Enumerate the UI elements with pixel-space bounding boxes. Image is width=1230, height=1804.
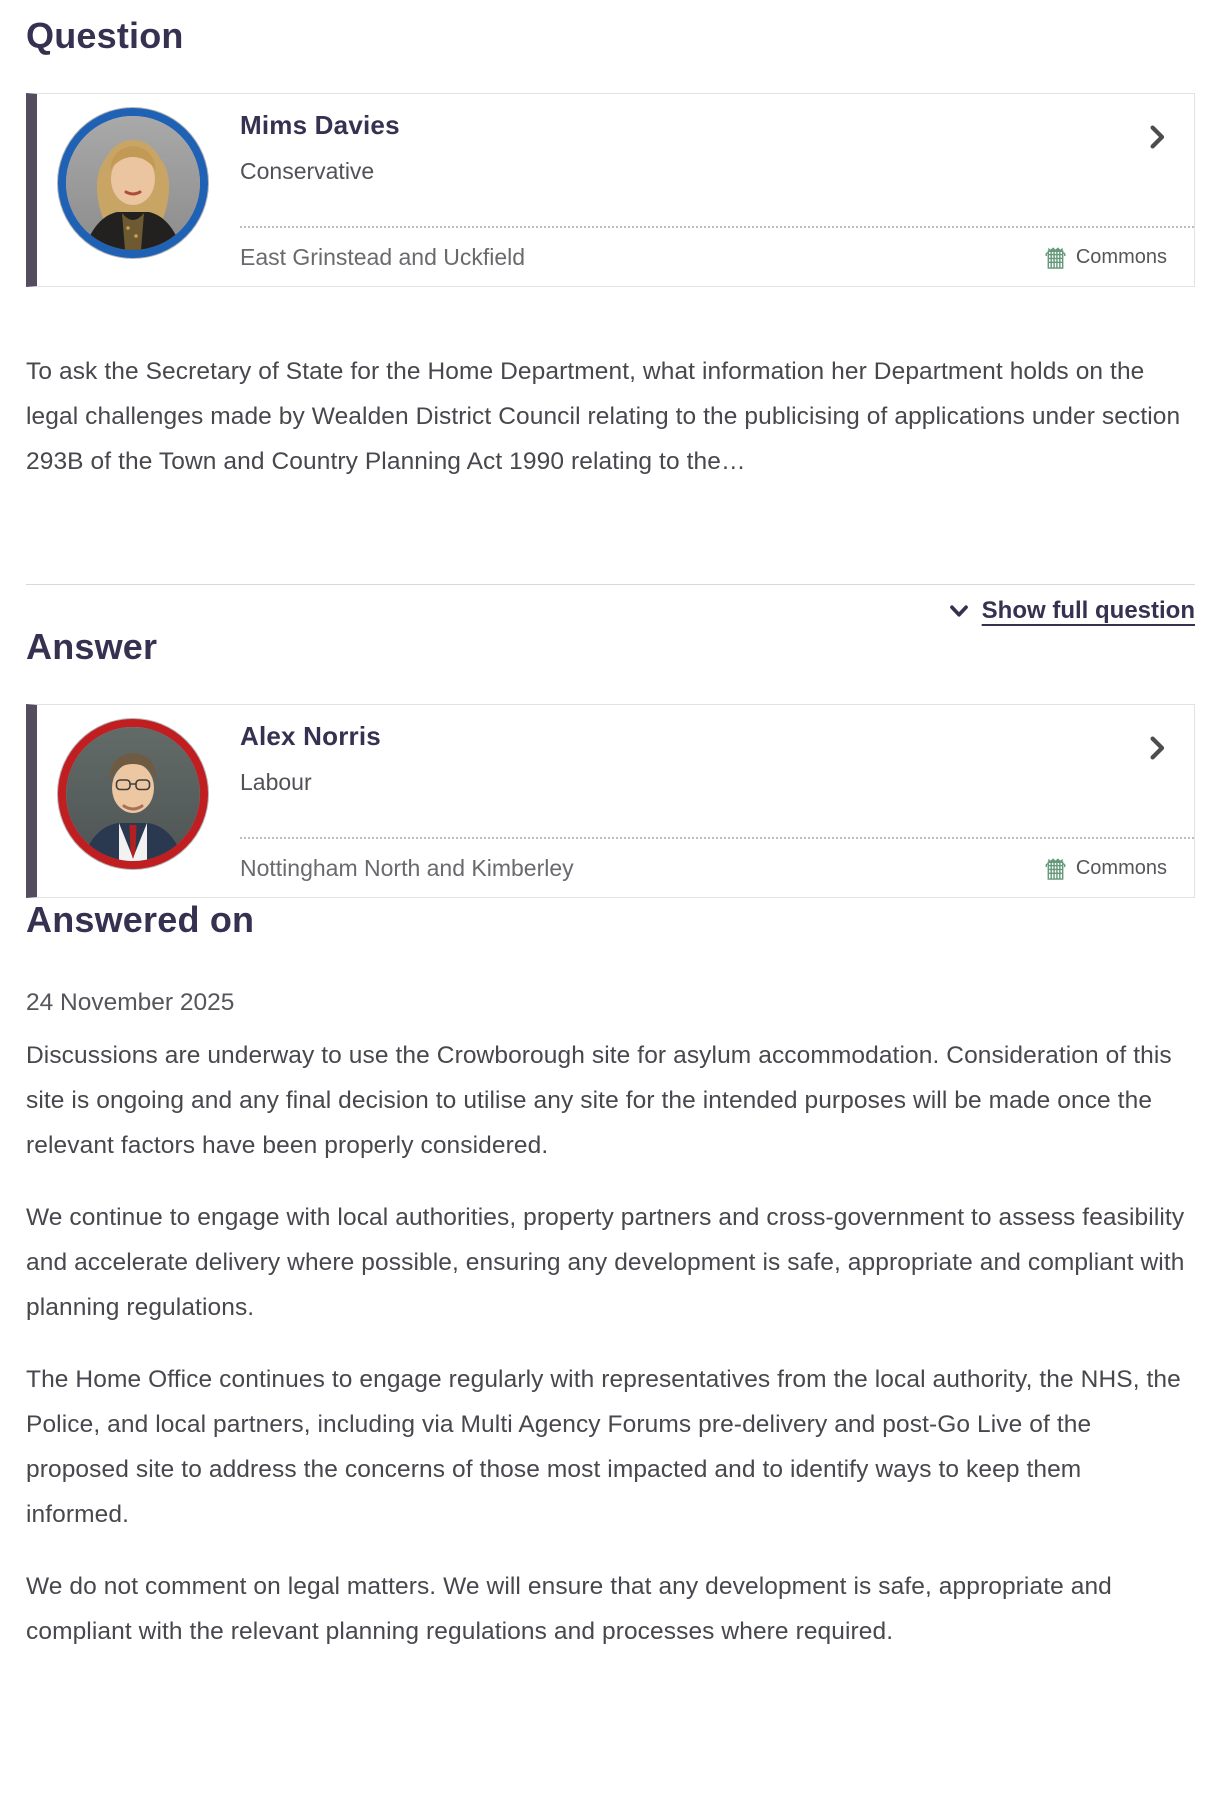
answer-member-card[interactable] bbox=[26, 704, 1195, 898]
commons-portcullis-icon bbox=[1044, 245, 1067, 270]
house-label: Commons bbox=[1075, 245, 1167, 268]
member-card-bottom bbox=[240, 837, 1194, 897]
answered-on-heading: Answered on bbox=[26, 899, 255, 941]
chevron-right-icon[interactable] bbox=[1142, 122, 1172, 157]
question-divider bbox=[26, 584, 1195, 585]
question-heading: Question bbox=[26, 15, 184, 56]
member-party: Conservative bbox=[240, 158, 375, 185]
member-photo bbox=[66, 727, 200, 861]
answer-paragraph: We continue to engage with local authorities, property partners and cross-government to assess feasibility and accelerate delivery where possible, ensuring any development is safe, appropriate and compliant with planning regulations. bbox=[26, 1203, 1185, 1321]
member-constituency: Nottingham North and Kimberley bbox=[240, 854, 574, 881]
member-photo-cell bbox=[37, 705, 240, 897]
question-text: To ask the Secretary of State for the Home Department, what information her Department holds on the legal challenges made by Wealden District Council relating to the publicising of applications under section 293B of the Town and Country Planning Act 1990 relating to the… bbox=[26, 358, 1181, 476]
commons-portcullis-icon bbox=[1044, 856, 1067, 881]
member-name: Alex Norris bbox=[240, 721, 381, 752]
answered-on-date: 24 November 2025 bbox=[26, 988, 235, 1016]
question-member-card[interactable] bbox=[26, 93, 1195, 287]
member-avatar bbox=[58, 719, 208, 869]
member-party: Labour bbox=[240, 769, 312, 796]
chevron-down-icon[interactable] bbox=[946, 598, 972, 624]
show-full-question-link[interactable] bbox=[946, 597, 1195, 625]
member-name: Mims Davies bbox=[240, 110, 400, 141]
member-photo bbox=[66, 116, 200, 250]
chevron-right-icon[interactable] bbox=[1142, 733, 1172, 768]
show-full-question-label: Show full question bbox=[981, 597, 1195, 625]
question-section bbox=[26, 14, 1195, 625]
show-full-question-row bbox=[26, 597, 1195, 625]
answer-paragraph: The Home Office continues to engage regularly with representatives from the local authority, the NHS, the Police, and local partners, including via Multi Agency Forums pre-delivery and post-Go Live of the proposed site to address the concerns of those most impacted and to identify ways to keep them informed. bbox=[26, 1365, 1181, 1528]
member-photo-cell bbox=[37, 94, 240, 286]
answer-section bbox=[26, 625, 1195, 898]
house-badge bbox=[1044, 245, 1167, 270]
member-card-bottom bbox=[240, 226, 1194, 286]
answer-heading: Answer bbox=[26, 626, 158, 668]
member-avatar bbox=[58, 108, 208, 258]
answer-paragraph: Discussions are underway to use the Crowborough site for asylum accommodation. Consideration of this site is ongoing and any final decision to utilise any site for the intended purposes will be made once the relevant factors have been properly considered. bbox=[26, 1041, 1172, 1159]
member-constituency: East Grinstead and Uckfield bbox=[240, 243, 526, 270]
answer-paragraph: We do not comment on legal matters. We will ensure that any development is safe, appropriate and compliant with the relevant planning regulations and processes where required. bbox=[26, 1572, 1112, 1645]
house-badge bbox=[1044, 856, 1167, 881]
house-label: Commons bbox=[1075, 856, 1167, 879]
answered-on-section bbox=[26, 898, 1195, 1653]
member-card-top bbox=[240, 705, 1194, 837]
member-card-top bbox=[240, 94, 1194, 226]
